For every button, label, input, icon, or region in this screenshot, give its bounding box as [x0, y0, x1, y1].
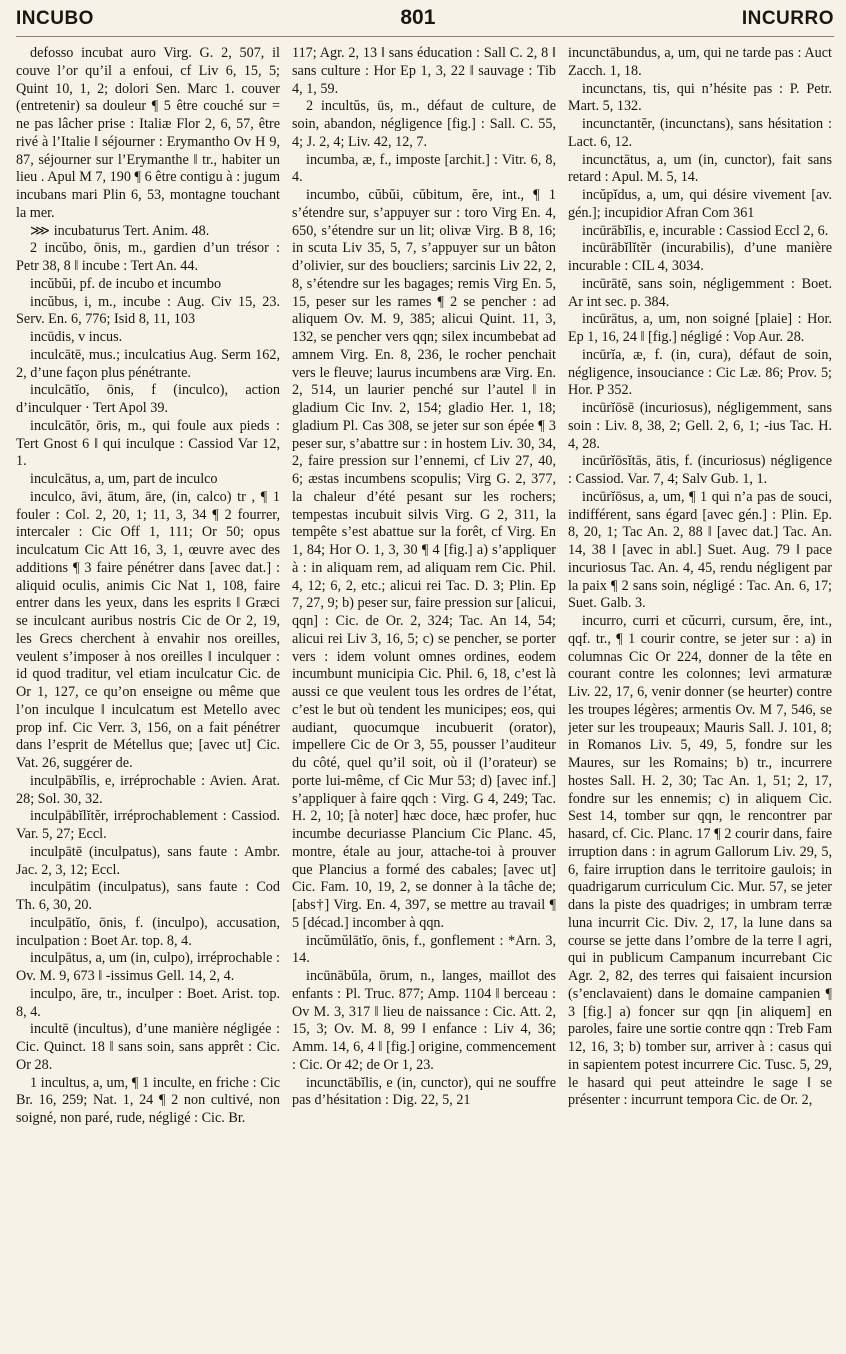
dictionary-entry: inculcātus, a, um, part de inculco [30, 471, 218, 487]
dictionary-entry: incumbo, cŭbŭi, cŭbitum, ĕre, int., ¶ 1 s’étendre sur, s’appuyer sur : toro Virg En. 4, 650, s’étendre sur un lit; olivæ Virg. B 8, 16; in scuta Liv 35, 5, 7, s’appuyer sur un bâton d’olivier, sur des boucliers; sarcinis Liv 22, 2, 8, s’étendre sur les bagages; remis Virg En. 5, 15, peser sur les rames ¶ 2 se pencher : ad aliquem Ov. M. 9, 385; alicui Quint. 11, 3, 132, se pencher vers qqn; silex incumbebat ad amnem Virg. En. 8, 236, le rocher penchait vers le fleuve; laurus incumbens aræ Virg. En. 2, 514, un laurier penché sur l’autel ‖ in gladium Cic Inv. 2, 154; gladio Her. 1, 18; gladium Pl. Cas 308, se jeter sur son épée ¶ 3 peser sur, s’abattre sur : in hostem Liv. 30, 34, 2, faire pression sur l’ennemi, cf Liv 27, 40, 6; æstas incumbens scopulis; Virg G. 2, 377, la chaleur d’été pesant sur les rochers; tempestas incubuit silvis Virg. G 2, 311, la tempête s’est abattue sur la forêt, cf Virg. En 1, 84; Hor O. 1, 3, 30 ¶ 4 [fig.] a) s’appliquer à : in aliquam rem, ad aliquam rem Cic. Phil. 4, 12; 6, 2, etc.; alicui rei Tac. D. 3; Plin. Ep 7, 27, 9; b) peser sur, faire pression sur [alicui, qqn] : Cic. de Or. 2, 324; Tac. An 14, 54; alicui rei Liv 3, 16, 5; c) se pencher, se porter vers : idem volunt omnes ordines, eodem incumbunt municipia Cic. Phil. 6, 18, c’est là aussi ce que veulent tous les ordres de l’état, c’est le but où tendent les municipes; eos, qui audiant, quocumque incubuerit (orator), impellere Cic de Or 3, 55, pousser l’auditeur du côté, quel qu’il soit, où il (l’orateur) se porte lui-même, cf Cic Mur 53; d) [avec inf.] s’appliquer à faire qqch : Virg. G 4, 249; Tac. H. 2, 10; [à noter] hæc doce, hæc profer, huc incumbe decuriasse Plancium Cic Planc. 45, montre, étale au jour, attache-toi à prouver que Plancius a formé des cabales; [avec ut] Cic. Fam. 10, 19, 2, se donner à la tâche de; [abs†] Virg. En. 4, 397, se mettre au travail ¶ 5 [décad.] incomber à qqn. [292, 187, 556, 931]
dictionary-entry: 2 incultŭs, ūs, m., défaut de culture, de soin, abandon, négligence [fig.] : Sall. C. 55, 4; J. 2, 4; Liv. 42, 12, 7. [292, 98, 556, 150]
left-guide-word: INCUBO [16, 8, 94, 29]
dictionary-entry: incumba, æ, f., imposte [archit.] : Vitr. 6, 8, 4. [292, 151, 556, 186]
dictionary-entry: incūrĭōsus, a, um, ¶ 1 qui n’a pas de souci, indifférent, sans égard [avec gén.] : Plin. Ep. 8, 20, 1; Tac An. 2, 88 ‖ [avec dat.] Tac. An. 14, 38 ‖ [avec in abl.] Suet. Aug. 79 ‖ pace incuriosus Tac. An. 4, 45, rendu négligent par la paix ¶ 2 sans soin, négligé : Tac. An. 6, 17; Suet. Galb. 3. [568, 488, 832, 612]
dictionary-entry: incunctātus, a, um (in, cunctor), fait sans retard : Apul. M. 5, 14. [568, 151, 832, 186]
dictionary-entry: inculpātĭo, ōnis, f. (inculpo), accusation, inculpation : Boet Ar. top. 8, 4. [16, 914, 280, 949]
column-2 [292, 45, 556, 1345]
dictionary-entry: incūrĭōsĭtās, ātis, f. (incuriosus) négligence : Cassiod. Var. 7, 4; Salv Gub. 1, 1. [568, 453, 832, 487]
dictionary-entry: inculpo, āre, tr., inculper : Boet. Arist. top. 8, 4. [16, 985, 280, 1020]
dictionary-entry: incūrĭa, æ, f. (in, cura), défaut de soin, négligence, insouciance : Cic Læ. 86; Prov. 5; Hor. P 352. [568, 346, 832, 399]
dictionary-entry: 117; Agr. 2, 13 ‖ sans éducation : Sall C. 2, 8 ‖ sans culture : Hor Ep 1, 3, 22 ‖ sauvage : Tib 4, 1, 59. [292, 45, 556, 97]
dictionary-entry: inculcātĭo, ōnis, f (inculco), action d’inculquer · Tert Apol 39. [16, 382, 280, 416]
dictionary-entry: incūrābĭlis, e, incurable : Cassiod Eccl 2, 6. [582, 222, 829, 239]
dictionary-entry: inculpābĭlis, e, irréprochable : Avien. Arat. 28; Sol. 30, 32. [16, 772, 280, 807]
column-1 [16, 45, 280, 1345]
dictionary-entry: incūrābĭlĭtĕr (incurabilis), d’une manière incurable : CIL 4, 3034. [568, 240, 832, 274]
dictionary-entry: incunctābĭlis, e (in, cunctor), qui ne souffre pas d’hésitation : Dig. 22, 5, 21 [292, 1074, 556, 1109]
dictionary-entry: incūrĭōsē (incuriosus), négligemment, sans soin : Liv. 8, 38, 2; Gell. 2, 6, 1; -ius Tac. H. 4, 28. [568, 400, 832, 452]
page-number: 801 [400, 6, 436, 29]
dictionary-entry: 2 incŭbo, ōnis, m., gardien d’un trésor : Petr 38, 8 ‖ incube : Tert An. 44. [16, 240, 280, 274]
dictionary-entry: incūnābŭla, ōrum, n., langes, maillot des enfants : Pl. Truc. 877; Amp. 1104 ‖ berceau : Ov M. 3, 317 ‖ lieu de naissance : Cic. Att. 2, 15, 3; Ov. M. 8, 99 ‖ enfance : Liv 4, 36; Amm. 14, 6, 4 ‖ [fig.] origine, commencement : Cic. Or 42; de Or 1, 23. [292, 968, 556, 1073]
dictionary-entry: incŭbus, i, m., incube : Aug. Civ 15, 23. Serv. En. 6, 776; Isid 8, 11, 103 [16, 293, 280, 328]
dictionary-entry: defosso incubat auro Virg. G. 2, 507, il couve l’or qu’il a enfoui, cf Liv 6, 15, 5; Quint 10, 1, 2; dolori Sen. Marc 1. couver (entretenir) sa douleur ¶ 5 être couché sur = ne pas lâcher prise : Italiæ Flor 2, 6, 57, être rivé à l’Italie ‖ séjourner : Erymantho Ov H 9, 87, séjourner sur l’Erymanthe ‖ tr., habiter un lieu . Apul M 7, 190 ¶ 6 être contigu à : jugum incubans mari Plin 6, 53, montagne touchant la mer. [16, 45, 280, 221]
dictionary-entry: inculco, āvi, ātum, āre, (in, calco) tr , ¶ 1 fouler : Col. 2, 20, 1; 11, 3, 34 ¶ 2 fourrer, intercaler : Cic Off 1, 111; Or 50; opus inculcatum Cic Att 16, 3, 1, œuvre avec des additions ¶ 3 faire pénétrer dans [avec dat.] : aliquid oculis, animis Cic Nat 1, 108, faire entrer dans les yeux, dans les esprits ‖ Græci se inculcant auribus nostris Cic de Or 2, 19, les Grecs cherchent à envahir nos oreilles, veulent s’imposer à nos oreilles ‖ inculquer : id quod traditur, vel etiam inculcatur Cic. de Or 1, 127, ce qu’on enseigne ou même que l’on inculque ‖ inculcatum est Metello avec prop inf. Cic Verr. 3, 156, on a fait pénétrer dans l’esprit de Métellus que; [avec ut] Cic. Vat. 26, suggérer de. [16, 488, 280, 771]
column-3 [568, 45, 832, 1345]
dictionary-entry: inculcātŏr, ōris, m., qui foule aux pieds : Tert Gnost 6 ‖ qui inculque : Cassiod Var 12, 1. [16, 417, 280, 470]
dictionary-entry: incurro, curri et cŭcurri, cursum, ĕre, int., qqf. tr., ¶ 1 courir contre, se jeter sur : a) in columnas Cic Or 224, donner de la tête en courant contre les colonnes; levi armaturæ Liv. 22, 17, 6, venir donner (se heurter) contre les troupes légères; armentis Ov. M 7, 546, se jeter sur les troupeaux; Mauris Sall. J. 101, 8; in Romanos Liv. 5, 49, 5, fondre sur les Maures, sur les Romains; b) tr., incurrere hostes Sall. H. 2, 30; Tac An. 1, 51; 2, 17, fondre sur les ennemis; c) in aliquem Cic. Sest 14, tomber sur qqn, le rencontrer par hasard, cf. Cic. Planc. 17 ¶ 2 courir dans, faire irruption dans : in agrum Gallorum Liv. 29, 5, 6, faire irruption dans le territoire gaulois; in quadrigarum curriculum Cic. Mur. 57, se jeter dans la piste des quadriges; in umbram terræ luna incurrit Cic. Div. 2, 17, la lune dans sa course se jette dans l’ombre de la terre ‖ agri, qui in publicum Campanum incurrebant Cic Agr. 2, 82, des terres qui faisaient incursion (s’enclavaient) dans le domaine campanien ¶ 3 [fig.] a) foncer sur qqn [in aliquem] en paroles, faire une sortie contre qqn : Treb Fam 12, 16, 3; b) tomber sur, arriver à : casus qui in sapientem potest incurrere Cic. Tusc. 5, 29, le hasard qui peut atteindre le sage ‖ se présenter : incurrunt tempora Cic. de Or. 2, [568, 613, 832, 1109]
columns [16, 45, 834, 1345]
dictionary-entry: incunctans, tis, qui n’hésite pas : P. Petr. Mart. 5, 132. [568, 80, 832, 115]
dictionary-entry: incŭmŭlātĭo, ōnis, f., gonflement : *Arn. 3, 14. [292, 932, 556, 967]
dictionary-entry: incŭpĭdus, a, um, qui désire vivement [av. gén.]; incupidior Afran Com 361 [568, 187, 832, 221]
dictionary-entry: incŭbŭi, pf. de incubo et incumbo [30, 275, 222, 292]
dictionary-entry: incūdis, v incus. [30, 329, 123, 345]
dictionary-entry: incunctābundus, a, um, qui ne tarde pas : Auct Zacch. 1, 18. [568, 45, 832, 79]
dictionary-entry: inculpātē (inculpatus), sans faute : Ambr. Jac. 2, 3, 12; Eccl. [16, 843, 280, 878]
dictionary-entry: incultē (incultus), d’une manière négligée : Cic. Quinct. 18 ‖ sans soin, sans apprêt : Cic. Or 28. [16, 1021, 280, 1073]
dictionary-entry: incūrātē, sans soin, négligemment : Boet. Ar int sec. p. 384. [568, 275, 832, 310]
dictionary-entry: inculpātus, a, um (in, culpo), irréprochable : Ov. M. 9, 673 ‖ -issimus Gell. 14, 2, 4. [16, 950, 280, 984]
dictionary-entry: 1 incultus, a, um, ¶ 1 inculte, en friche : Cic Br. 16, 259; Nat. 1, 24 ¶ 2 non cultivé, non soigné, non paré, rude, négligé : Cic. Br. [16, 1074, 280, 1126]
right-guide-word: INCURRO [741, 8, 834, 29]
page-header [16, 6, 834, 37]
dictionary-entry: incunctantĕr, (incunctans), sans hésitation : Lact. 6, 12. [568, 116, 832, 150]
dictionary-entry: inculpātim (inculpatus), sans faute : Cod Th. 6, 30, 20. [16, 879, 280, 913]
dictionary-entry: inculpābĭlĭtĕr, irréprochablement : Cassiod. Var. 5, 27; Eccl. [16, 808, 280, 842]
dictionary-entry: ⋙ incubaturus Tert. Anim. 48. [30, 222, 210, 239]
dictionary-entry: incūrātus, a, um, non soigné [plaie] : Hor. Ep 1, 16, 24 ‖ [fig.] négligé : Vop Aur. 28. [568, 311, 832, 345]
dictionary-entry: inculcātē, mus.; inculcatius Aug. Serm 162, 2, d’une façon plus pénétrante. [16, 346, 280, 381]
